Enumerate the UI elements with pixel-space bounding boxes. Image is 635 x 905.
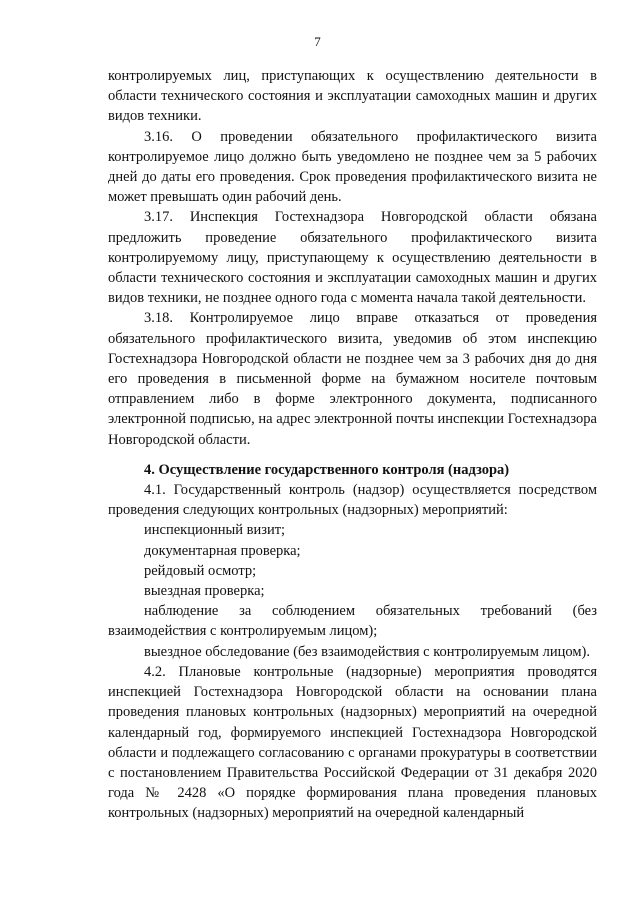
list-item-field-survey: выездное обследование (без взаимодействия с контролируемым лицом).	[144, 643, 590, 660]
list-item-observation: наблюдение за соблюдением обязательных требований (без взаимодействия с контролируемым лицом);	[108, 603, 597, 640]
paragraph-3-16: 3.16. О проведении обязательного профилактического визита контролируемое лицо должно быть уведомлено не позднее чем за 5 рабочих дней до даты его проведения. Срок проведения профилактического визита не может превышать один рабочий день.	[108, 128, 597, 206]
paragraph-3-18: 3.18. Контролируемое лицо вправе отказаться от проведения обязательного профилактического визита, уведомив об этом инспекцию Гостехнадзора Новгородской области не позднее чем за 3 рабочих дня до дня его проведения в письменной форме на бумажном носителе почтовым отправлением либо в форме электронного документа, подписанного электронной подписью, на адрес электронной почты инспекции Гостехнадзора Новгородской области.	[108, 310, 597, 448]
paragraph-3-17: 3.17. Инспекция Гостехнадзора Новгородской области обязана предложить проведение обязательного профилактического визита контролируемому лицу, приступающему к осуществлению деятельности в области технического состояния и эксплуатации самоходных машин и других видов техники, не позднее одного года с момента начала такой деятельности.	[108, 209, 597, 307]
page-number: 7	[314, 34, 321, 49]
document-body	[108, 66, 597, 824]
paragraph-4-2: 4.2. Плановые контрольные (надзорные) мероприятия проводятся инспекцией Гостехнадзора Новгородской области на основании плана проведения плановых контрольных (надзорных) мероприятий на очередной календарный год, формируемого инспекцией Гостехнадзора Новгородской области и подлежащего согласованию с органами прокуратуры в соответствии с постановлением Правительства Российской Федерации от 31 декабря 2020 года № 2428 «О порядке формирования плана проведения плановых контрольных (надзорных) мероприятий на очередной календарный	[108, 663, 597, 822]
list-item-raid-inspection: рейдовый осмотр;	[144, 562, 257, 579]
section-heading-4: 4. Осуществление государственного контроля (надзора)	[144, 461, 510, 478]
paragraph-continuation: контролируемых лиц, приступающих к осуществлению деятельности в области технического состояния и эксплуатации самоходных машин и других видов техники.	[108, 68, 597, 125]
list-item-documentary-check: документарная проверка;	[144, 542, 301, 559]
paragraph-4-1: 4.1. Государственный контроль (надзор) осуществляется посредством проведения следующих контрольных (надзорных) мероприятий:	[108, 482, 597, 519]
list-item-inspection-visit: инспекционный визит;	[144, 522, 286, 539]
list-item-field-check: выездная проверка;	[144, 583, 265, 600]
